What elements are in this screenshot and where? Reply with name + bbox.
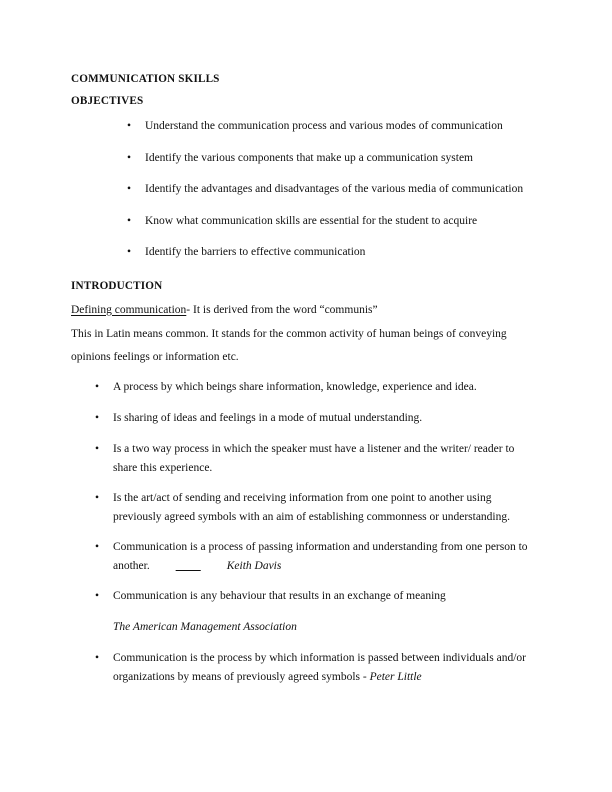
source-attribution-line: The American Management Association bbox=[113, 620, 297, 633]
list-item bbox=[71, 117, 541, 136]
page-title: COMMUNICATION SKILLS bbox=[71, 73, 220, 85]
bullet-icon: • bbox=[95, 651, 100, 664]
definitions-list-continued bbox=[71, 649, 541, 687]
objectives-list bbox=[71, 117, 541, 262]
list-item bbox=[71, 378, 541, 397]
document-content bbox=[71, 68, 541, 698]
bullet-icon: • bbox=[127, 120, 132, 132]
bullet-icon: • bbox=[95, 540, 100, 553]
definition-text: Is the art/act of sending and receiving information from one point to another using previously agreed symbols with an aim of establishing commonness or understanding. bbox=[113, 491, 511, 523]
defining-label: Defining communication bbox=[71, 303, 187, 316]
list-item bbox=[71, 538, 541, 576]
defining-communication-line bbox=[71, 299, 541, 322]
attribution-text: Peter Little bbox=[369, 670, 422, 683]
list-item bbox=[71, 149, 541, 168]
definition-text bbox=[113, 649, 541, 687]
list-item bbox=[71, 489, 541, 527]
list-item bbox=[71, 180, 541, 199]
bullet-icon: • bbox=[127, 151, 132, 164]
latin-meaning-paragraph: This in Latin means common. It stands for the common activity of human beings of conveying opinions feelings or information etc. bbox=[71, 327, 507, 363]
list-item bbox=[71, 409, 541, 428]
objective-text: Understand the communication process and various modes of communication bbox=[145, 120, 503, 132]
objective-text: Identify the barriers to effective communication bbox=[145, 246, 366, 258]
definition-body: Communication is a process of passing information and understanding from one person to another. bbox=[113, 540, 528, 572]
list-item bbox=[71, 440, 541, 478]
blank-underscore: ____ bbox=[175, 559, 201, 572]
objective-text: Identify the advantages and disadvantages of the various media of communication bbox=[145, 183, 524, 195]
bullet-icon: • bbox=[127, 214, 132, 227]
definition-body: Communication is the process by which information is passed between individuals and/or organizations by means of previously agreed symbols - bbox=[113, 651, 526, 683]
bullet-icon: • bbox=[95, 589, 100, 602]
bullet-icon: • bbox=[95, 491, 100, 504]
bullet-icon: • bbox=[127, 246, 132, 258]
list-item bbox=[71, 212, 541, 231]
definition-text: A process by which beings share information, knowledge, experience and idea. bbox=[113, 380, 477, 393]
objectives-heading: OBJECTIVES bbox=[71, 95, 144, 107]
bullet-icon: • bbox=[95, 380, 100, 393]
definition-text: Communication is any behaviour that results in an exchange of meaning bbox=[113, 589, 446, 602]
list-item bbox=[71, 587, 541, 606]
defining-rest: - It is derived from the word “communis” bbox=[186, 303, 378, 316]
objective-text: Know what communication skills are essential for the student to acquire bbox=[145, 214, 478, 227]
bullet-icon: • bbox=[127, 183, 132, 195]
list-item bbox=[71, 649, 541, 687]
definition-text: Is sharing of ideas and feelings in a mode of mutual understanding. bbox=[113, 411, 423, 424]
bullet-icon: • bbox=[95, 442, 100, 455]
list-item bbox=[71, 243, 541, 262]
introduction-heading: INTRODUCTION bbox=[71, 279, 163, 292]
definition-text bbox=[113, 538, 541, 576]
definition-text: Is a two way process in which the speaker must have a listener and the writer/ reader to share this experience. bbox=[113, 442, 515, 474]
objective-text: Identify the various components that make up a communication system bbox=[145, 151, 473, 164]
definitions-list bbox=[71, 378, 541, 606]
attribution-text: Keith Davis bbox=[226, 559, 282, 572]
bullet-icon: • bbox=[95, 411, 100, 424]
